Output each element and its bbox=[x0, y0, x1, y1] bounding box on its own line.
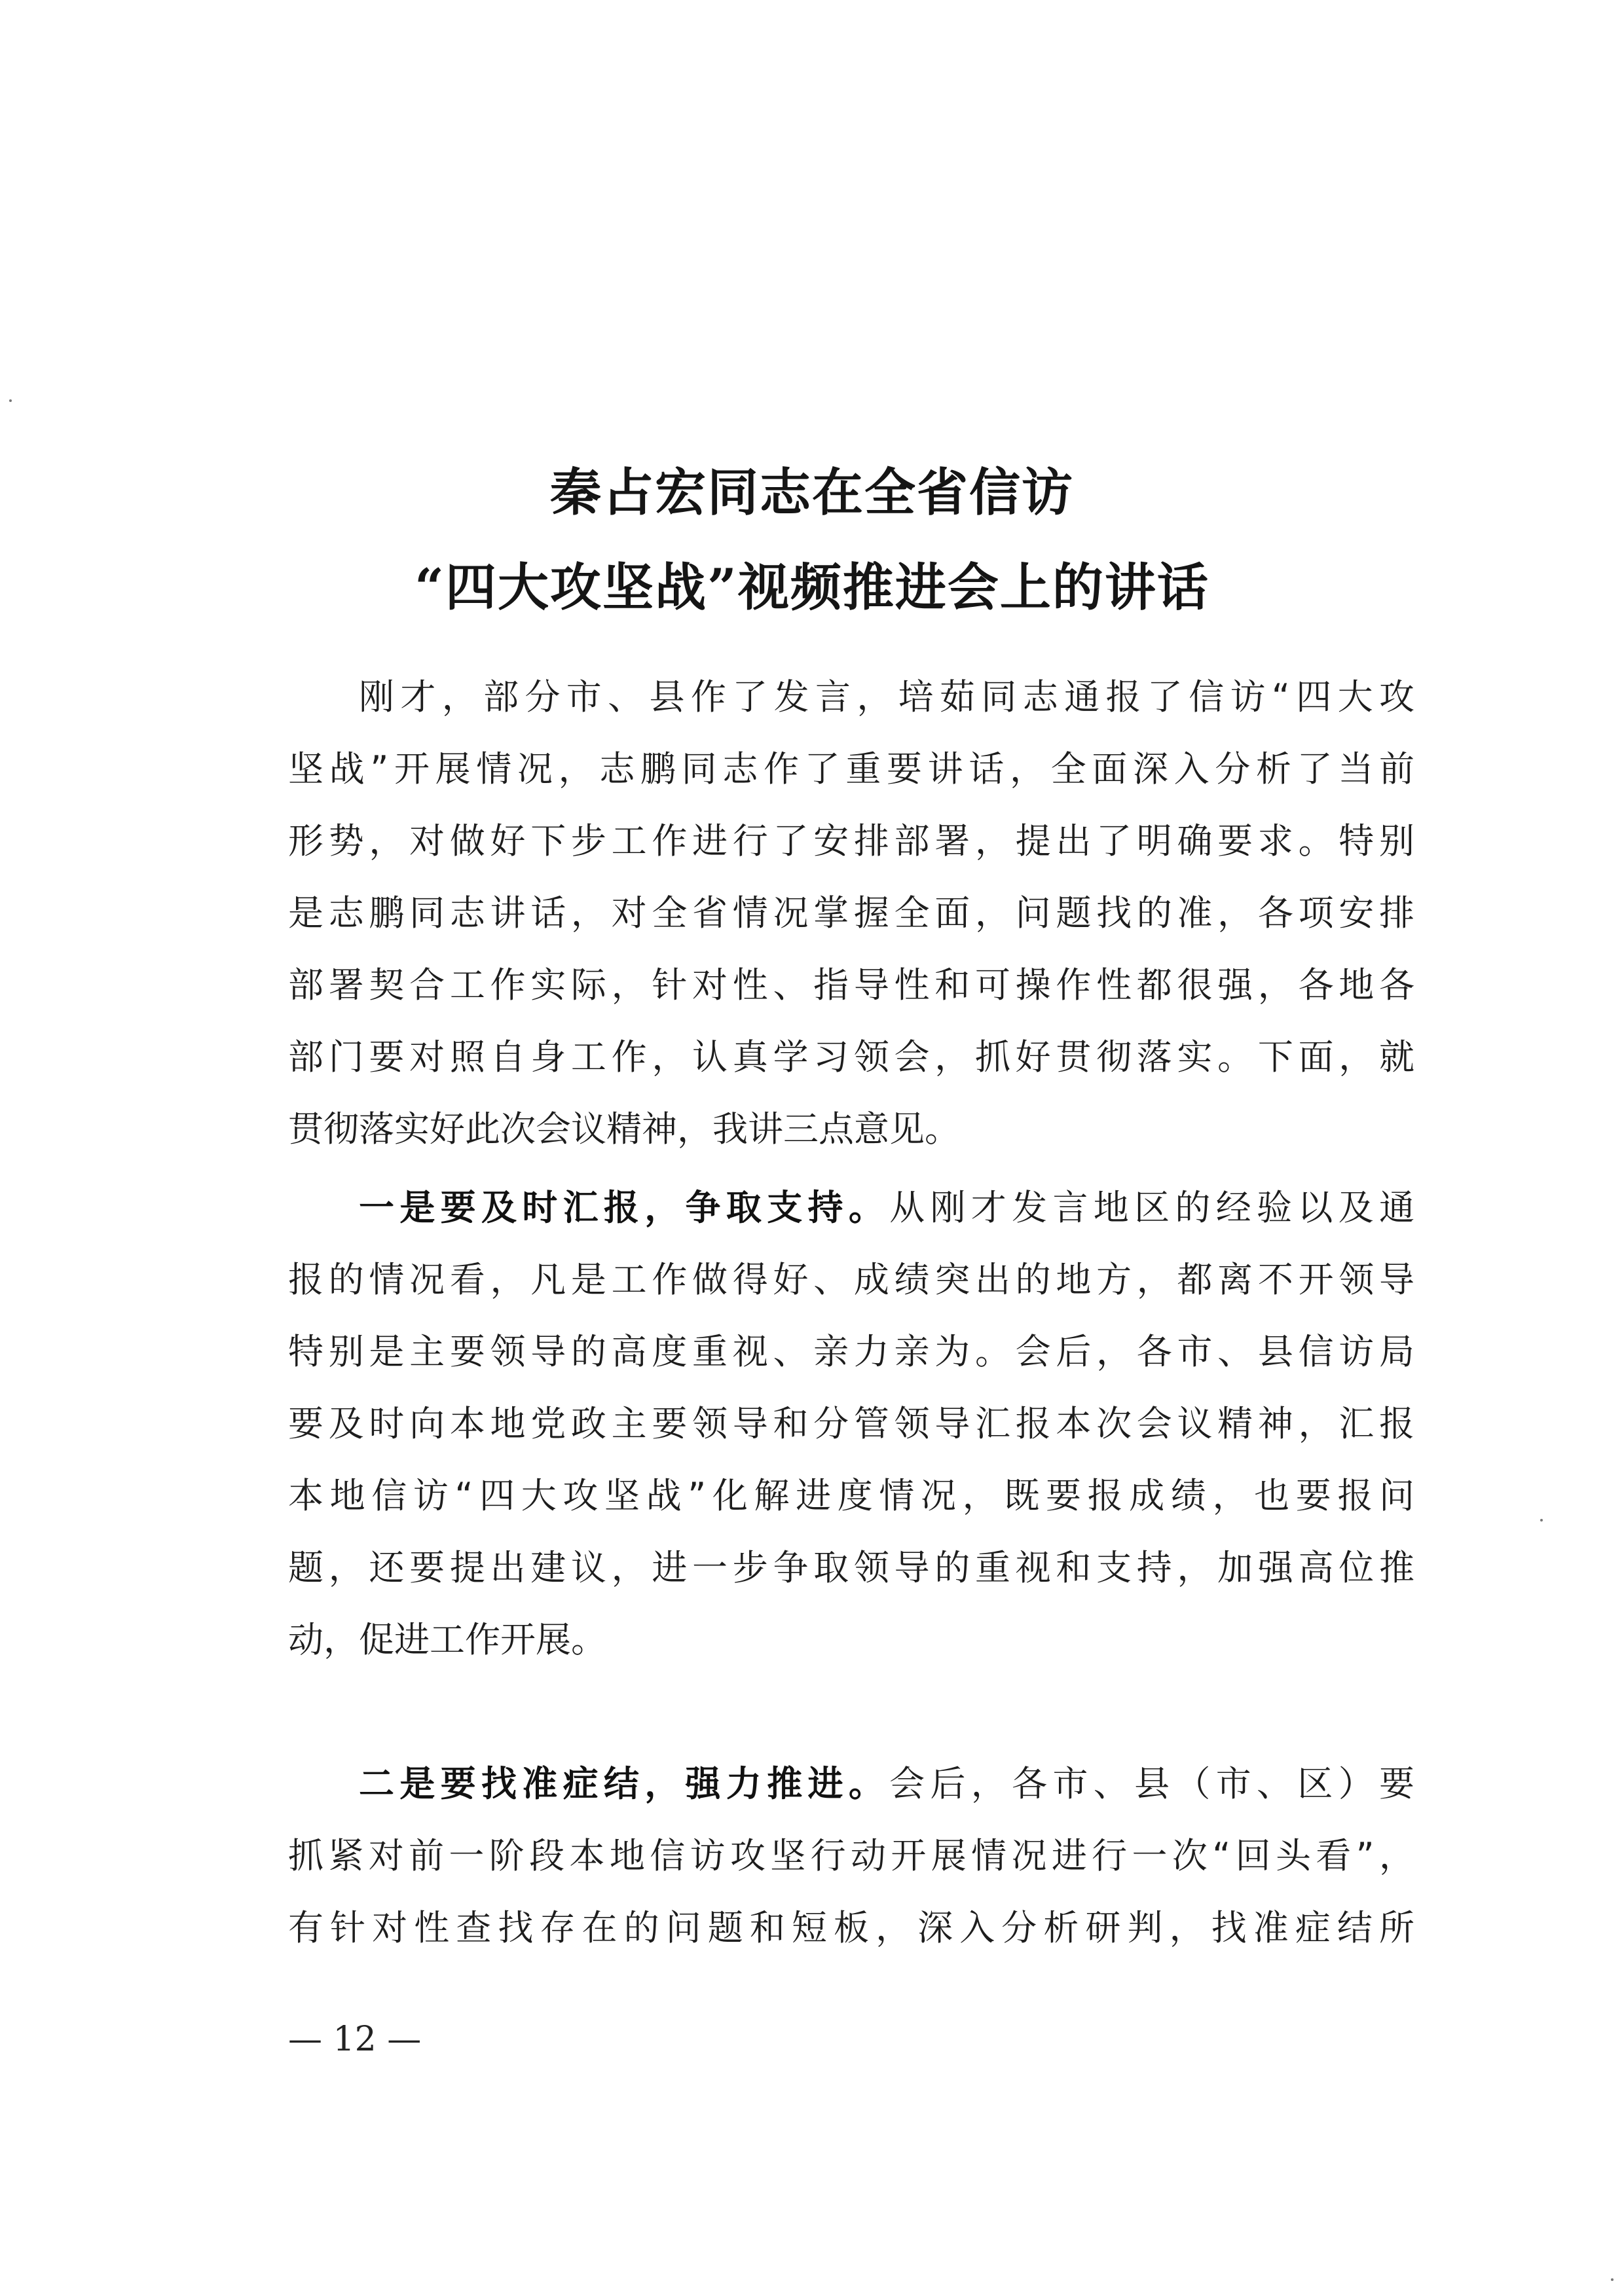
paragraph-3-lead: 二是要找准症结，强力推进。 bbox=[359, 1763, 890, 1804]
paragraph-3-line-1-text: 会后，各市、县（市、区）要 bbox=[889, 1763, 1415, 1804]
paragraph-1-line-6: 部门要对照自身工作，认真学习领会，抓好贯彻落实。下面，就 bbox=[288, 1036, 1414, 1078]
paragraph-2-lead: 一是要及时汇报，争取支持。 bbox=[359, 1187, 890, 1228]
scan-speck bbox=[9, 399, 12, 402]
paragraph-2-line-4: 要及时向本地党政主要领导和分管领导汇报本次会议精神，汇报 bbox=[288, 1403, 1414, 1444]
document-title-line-2: “四大攻坚战”视频推进会上的讲话 bbox=[415, 558, 1209, 617]
paragraph-1-line-4: 是志鹏同志讲话，对全省情况掌握全面，问题找的准，各项安排 bbox=[288, 892, 1414, 934]
paragraph-1-line-7: 贯彻落实好此次会议精神，我讲三点意见。 bbox=[288, 1108, 960, 1150]
paragraph-2-line-1-text: 从刚才发言地区的经验以及通 bbox=[889, 1187, 1415, 1228]
paragraph-2-line-2: 报的情况看，凡是工作做得好、成绩突出的地方，都离不开领导 bbox=[288, 1259, 1414, 1300]
scan-speck bbox=[1540, 1519, 1543, 1522]
paragraph-2-line-6: 题，还要提出建议，进一步争取领导的重视和支持，加强高位推 bbox=[288, 1547, 1414, 1588]
scan-speck bbox=[1611, 2278, 1614, 2281]
paragraph-3-line-1 bbox=[359, 1748, 1414, 1820]
paragraph-2-line-1 bbox=[359, 1172, 1414, 1244]
paragraph-1-line-3: 形势，对做好下步工作进行了安排部署，提出了明确要求。特别 bbox=[288, 820, 1414, 862]
paragraph-1-line-5: 部署契合工作实际，针对性、指导性和可操作性都很强，各地各 bbox=[288, 964, 1414, 1006]
paragraph-3-line-2: 抓紧对前一阶段本地信访攻坚行动开展情况进行一次“回头看”， bbox=[288, 1835, 1414, 1876]
paragraph-1-line-1: 刚才，部分市、县作了发言，培茹同志通报了信访“四大攻 bbox=[359, 676, 1414, 718]
page-number: — 12 — bbox=[288, 2020, 422, 2059]
paragraph-2-line-5: 本地信访“四大攻坚战”化解进度情况，既要报成绩，也要报问 bbox=[288, 1475, 1414, 1516]
paragraph-3-line-3: 有针对性查找存在的问题和短板，深入分析研判，找准症结所 bbox=[288, 1907, 1414, 1948]
paragraph-2-line-3: 特别是主要领导的高度重视、亲力亲为。会后，各市、县信访局 bbox=[288, 1331, 1414, 1372]
paragraph-1-line-2: 坚战”开展情况，志鹏同志作了重要讲话，全面深入分析了当前 bbox=[288, 748, 1414, 790]
paragraph-2-line-7: 动，促进工作开展。 bbox=[288, 1619, 606, 1660]
document-title-line-1: 秦占宏同志在全省信访 bbox=[549, 463, 1074, 522]
